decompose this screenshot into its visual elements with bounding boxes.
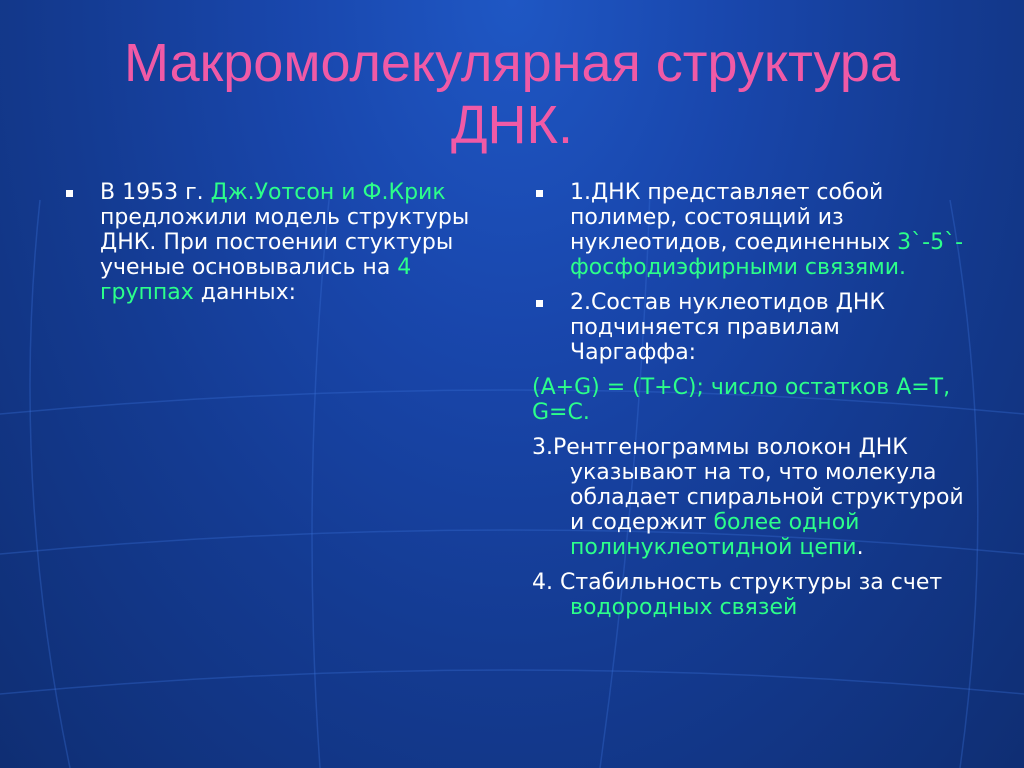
text-segment: 2.Состав нуклеотидов ДНК подчиняется правилам Чаргаффа: — [570, 290, 886, 365]
highlight-segment: 3`-5`- фосфодиэфирными связями. — [570, 230, 964, 280]
text-segment: В 1953 г. — [100, 180, 211, 205]
right-column — [532, 180, 972, 630]
right-bullet-item-2 — [532, 290, 972, 365]
text-segment: 4. Стабильность структуры за счет — [532, 570, 943, 595]
left-column — [62, 180, 482, 315]
bullet-square-icon — [536, 190, 543, 197]
text-segment: . — [856, 535, 864, 560]
right-bullet-item-1 — [532, 180, 972, 280]
right-paragraph-4 — [532, 570, 972, 620]
chargaff-rule-line: (A+G) = (T+C); число остатков A=T, G=C. — [532, 375, 951, 425]
text-segment: 1.ДНК представляет собой полимер, состоящий из нуклеотидов, соединенных — [570, 180, 898, 255]
left-bullet-item-1 — [62, 180, 482, 305]
highlight-segment: водородных связей — [570, 595, 798, 620]
text-segment: предложили модель структуры ДНК. При постоении стуктуры ученые основывались на — [100, 205, 470, 280]
bullet-square-icon — [536, 300, 543, 307]
text-segment: 3.Рентгенограммы волокон ДНК указывают на то, что молекула обладает спиральной структурой и содержит — [532, 435, 964, 535]
highlight-segment: более одной полинуклеотидной цепи — [570, 510, 860, 560]
text-segment: данных: — [193, 280, 297, 305]
slide-title: Макромолекулярная структура ДНК. — [124, 33, 900, 155]
bullet-square-icon — [66, 190, 73, 197]
right-paragraph-3 — [532, 435, 972, 560]
highlight-segment: 4 группах — [100, 255, 412, 305]
highlight-segment: Дж.Уотсон и Ф.Крик — [210, 180, 446, 205]
